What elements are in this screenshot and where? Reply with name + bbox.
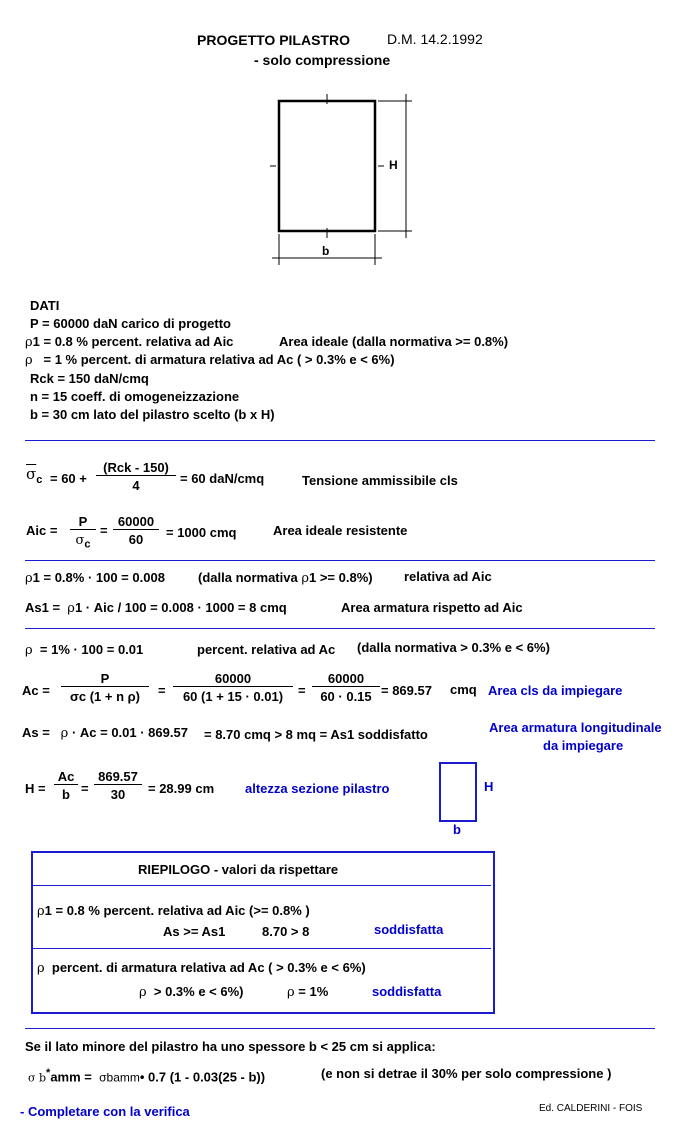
formula-star: * [46, 1067, 51, 1079]
h-fraction-1 [54, 769, 78, 802]
rho-symbol: ρ [67, 601, 75, 616]
sigma-note: Tensione ammissibile cls [302, 473, 458, 488]
riepilogo-row-1 [37, 903, 310, 919]
diagram-label-h: H [389, 158, 398, 172]
sigma-c-symbol [26, 467, 42, 488]
rho1-calc-text: 1 = 0.8% · 100 = 0.008 [32, 570, 165, 585]
ac-numerator-3: 60000 [327, 671, 365, 686]
as1-text: 1 · Aic / 100 = 0.008 · 1000 = 8 cmq [74, 600, 287, 615]
aic-fraction-1 [70, 514, 96, 553]
dati-rho1-text: 1 = 0.8 % percent. relativa ad Aic [32, 334, 234, 349]
small-section-rectangle [439, 762, 477, 822]
riepilogo-row-4 [139, 984, 244, 1000]
as-lhs: As = [22, 725, 50, 740]
aic-denominator-1 [70, 529, 96, 553]
rho-symbol: ρ [301, 571, 309, 586]
riepilogo-divider-middle [33, 948, 491, 949]
rho-symbol: ρ [37, 904, 45, 919]
aic-result: = 1000 cmq [166, 525, 237, 540]
rho1-calc-note-c: relativa ad Aic [404, 569, 492, 584]
small-section-label-b: b [453, 822, 461, 837]
rho-calc-text: = 1% · 100 = 0.01 [39, 642, 144, 657]
column-section-diagram [260, 90, 420, 265]
h-denominator-2: 30 [94, 784, 142, 802]
dati-rho1 [25, 334, 233, 350]
complete-verification-note: - Completare con la verifica [20, 1104, 190, 1119]
rho-symbol: ρ [37, 961, 45, 976]
riepilogo-row-4b-text: = 1% [298, 984, 329, 999]
riepilogo-row-2-status: soddisfatta [374, 922, 444, 937]
aic-numerator-2: 60000 [117, 514, 155, 529]
rho-symbol: ρ [139, 985, 147, 1000]
footer-formula-note: (e non si detrae il 30% per solo compressione ) [321, 1066, 612, 1081]
ac-denominator-2: 60 (1 + 15 · 0.01) [173, 686, 293, 704]
ac-result: = 869.57 [381, 683, 432, 698]
riepilogo-row-3-text: percent. di armatura relativa ad Ac ( > 0.3% e < 6%) [51, 960, 366, 975]
sigma-subscript: c [36, 474, 43, 486]
ac-denominator-1: σc (1 + n ρ) [61, 686, 149, 704]
page-subtitle: - solo compressione [254, 52, 391, 68]
ac-eq1: = [158, 683, 166, 698]
as-result: = 8.70 cmq > 8 mq = As1 soddisfatto [204, 727, 428, 742]
sigma-eq: = 60 + [50, 471, 87, 486]
rho-symbol: ρ [25, 643, 33, 658]
divider [25, 1028, 655, 1029]
dati-load: P = 60000 daN carico di progetto [30, 316, 231, 331]
footer-note: Se il lato minore del pilastro ha uno spessore b < 25 cm si applica: [25, 1039, 436, 1054]
riepilogo-row-2b: 8.70 > 8 [262, 924, 310, 939]
footer-formula [28, 1066, 265, 1085]
ac-fraction-1 [61, 671, 149, 704]
rho1-note-b: 1 >= 0.8%) [308, 570, 373, 585]
aic-denominator-2: 60 [113, 529, 159, 547]
sigma-denominator: 4 [96, 475, 176, 493]
rho-symbol: ρ [287, 985, 295, 1000]
rho-calc-note2: (dalla normativa > 0.3% e < 6%) [357, 640, 550, 655]
as-note-1: Area armatura longitudinale [489, 720, 662, 735]
aic-fraction-2 [113, 514, 159, 547]
diagram-label-b: b [322, 244, 330, 258]
as1-note: Area armatura rispetto ad Aic [341, 600, 523, 615]
dati-b: b = 30 cm lato del pilastro scelto (b x H) [30, 407, 275, 422]
section-rectangle [279, 101, 375, 231]
h-denominator-1: b [54, 784, 78, 802]
dati-rho [25, 352, 395, 368]
dati-rho-text: = 1 % percent. di armatura relativa ad Ac ( > 0.3% e < 6%) [43, 352, 395, 367]
sigma-symbol: $\overline{\sigma}$ [26, 465, 37, 483]
rho-calc-note: percent. relativa ad Ac [197, 642, 336, 657]
ac-fraction-2 [173, 671, 293, 704]
sigma-subscript: c [84, 538, 91, 551]
ac-lhs: Ac = [22, 683, 50, 698]
dati-rho1-note: Area ideale (dalla normativa >= 0.8%) [279, 334, 509, 349]
aic-eq: = [100, 523, 108, 538]
dati-rck: Rck = 150 daN/cmq [30, 371, 149, 386]
rho1-note-a: (dalla normativa [198, 570, 298, 585]
rho1-calc-note [198, 570, 373, 586]
rho-symbol: ρ [60, 726, 69, 741]
ac-denominator-3: 60 · 0.15 [312, 686, 380, 704]
credit: Ed. CALDERINI - FOIS [539, 1103, 643, 1114]
sigma-fraction [96, 460, 176, 493]
sigma-symbol: σ [75, 533, 85, 548]
as1-calc [25, 600, 287, 616]
h-fraction-2 [94, 769, 142, 802]
as-calc [22, 725, 188, 741]
as-note-2: da impiegare [543, 738, 624, 753]
h-numerator-1: Ac [57, 769, 75, 784]
rho-symbol: ρ [25, 335, 33, 350]
sigma-numerator: (Rck - 150) [103, 460, 169, 475]
formula-amm: amm = [50, 1069, 92, 1085]
riepilogo-divider-top [33, 885, 491, 886]
rho-calc [25, 642, 143, 658]
riepilogo-row-4-text: > 0.3% e < 6%) [153, 984, 244, 999]
rho1-calc [25, 570, 165, 586]
riepilogo-row-4b [287, 984, 328, 1000]
h-lhs: H = [25, 781, 46, 796]
dati-n: n = 15 coeff. di omogeneizzazione [30, 389, 240, 404]
norm-reference: D.M. 14.2.1992 [387, 31, 483, 47]
dati-heading: DATI [30, 298, 60, 313]
h-eq: = [81, 781, 89, 796]
ac-eq2: = [298, 683, 306, 698]
rho-symbol: ρ [25, 353, 33, 368]
sigma-result: = 60 daN/cmq [180, 471, 265, 486]
riepilogo-row-2a: As >= As1 [163, 924, 226, 939]
ac-fraction-3 [312, 671, 380, 704]
ac-note: Area cls da impiegare [488, 683, 623, 698]
as-text: · Ac = 0.01 · 869.57 [71, 725, 188, 740]
riepilogo-row-4-status: soddisfatta [372, 984, 442, 999]
sigma-bamm: σbamm [99, 1070, 140, 1085]
ac-numerator-1: P [100, 671, 110, 686]
divider [25, 560, 655, 561]
divider [25, 440, 655, 441]
aic-lhs: Aic = [26, 523, 58, 538]
divider [25, 628, 655, 629]
sigma-b-symbol: σ b [28, 1071, 47, 1085]
h-result: = 28.99 cm [148, 781, 215, 796]
page-title: PROGETTO PILASTRO [197, 32, 350, 48]
formula-factor: • 0.7 (1 - 0.03(25 - b)) [139, 1069, 266, 1085]
as1-lhs: As1 = [25, 600, 61, 615]
h-numerator-2: 869.57 [98, 769, 138, 784]
ac-numerator-2: 60000 [214, 671, 252, 686]
rho-symbol: ρ [25, 571, 33, 586]
aic-note: Area ideale resistente [273, 523, 408, 538]
aic-numerator-1: P [78, 514, 88, 529]
ac-unit: cmq [450, 682, 477, 697]
h-note: altezza sezione pilastro [245, 781, 390, 796]
riepilogo-row-3 [37, 960, 366, 976]
riepilogo-title: RIEPILOGO - valori da rispettare [138, 862, 339, 877]
small-section-label-h: H [484, 779, 494, 794]
riepilogo-row-1-text: 1 = 0.8 % percent. relativa ad Aic (>= 0.8% ) [44, 903, 310, 918]
